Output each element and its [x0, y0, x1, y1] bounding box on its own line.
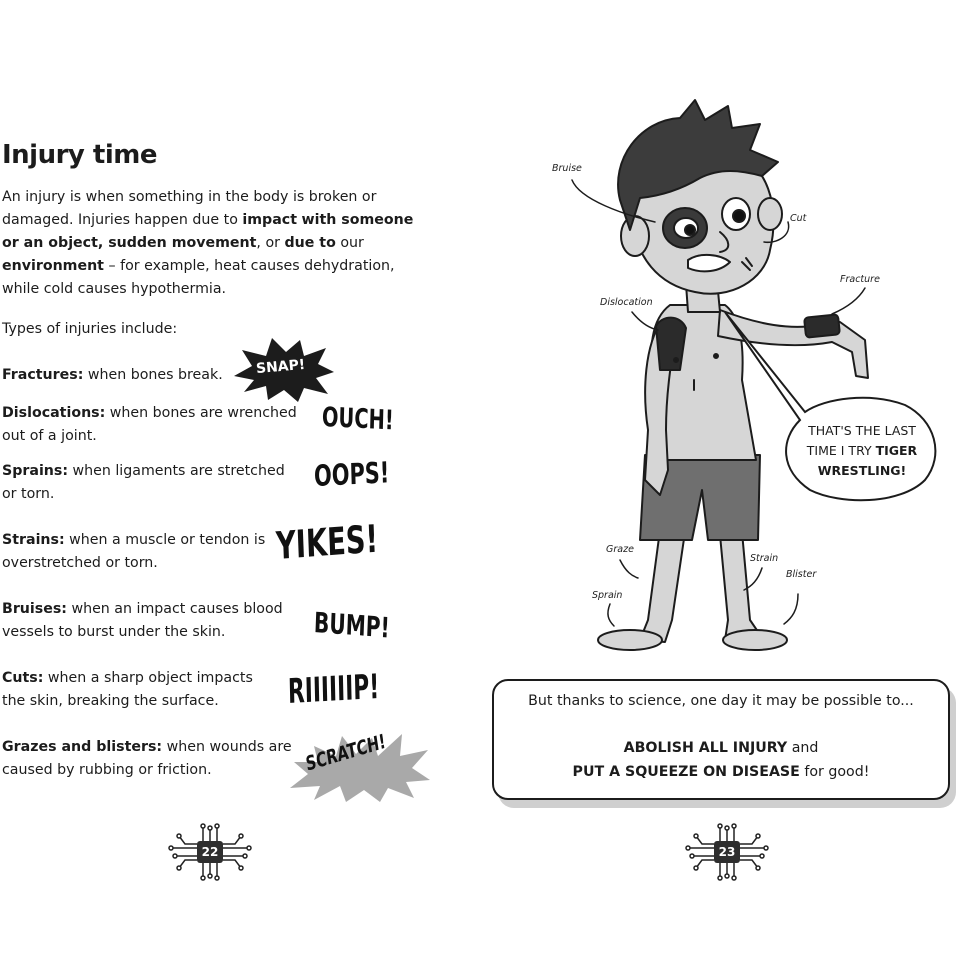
- left-foot: [598, 630, 662, 650]
- speech-bubble-text: THAT'S THE LAST TIME I TRY TIGER WRESTLING!: [806, 423, 918, 478]
- sfx-ouch: OUCH!: [321, 402, 395, 437]
- label-dislocation: Dislocation: [600, 297, 653, 308]
- arrow-blister: [784, 594, 798, 624]
- page-title: Injury time: [2, 140, 157, 170]
- callout-intro: But thanks to science, one day it may be possible to...: [528, 693, 914, 709]
- left-leg: [640, 530, 685, 642]
- sfx-yikes: YIKES!: [275, 516, 379, 568]
- types-heading: Types of injuries include:: [2, 321, 178, 337]
- right-page: [480, 0, 960, 960]
- injury-grazes-blisters: Grazes and blisters: when wounds are caused by rubbing or friction.: [2, 739, 292, 778]
- page-number-22: [165, 822, 255, 882]
- injury-fractures: Fractures: when bones break.: [2, 367, 223, 383]
- sfx-bump: BUMP!: [313, 606, 391, 645]
- shoulder-brace: [656, 318, 686, 370]
- page-number-23: [682, 822, 772, 882]
- page-number-text: 23: [714, 841, 740, 863]
- label-sprain: Sprain: [592, 590, 623, 601]
- sfx-rip: RIIIIIIP!: [287, 667, 380, 712]
- arrow-fracture: [832, 288, 865, 314]
- injury-sprains: Sprains: when ligaments are stretched or torn.: [2, 463, 285, 502]
- wrist-brace: [804, 314, 840, 337]
- label-graze: Graze: [606, 544, 634, 555]
- injury-strains: Strains: when a muscle or tendon is overstretched or torn.: [2, 532, 266, 571]
- science-callout-box: [492, 679, 950, 800]
- injury-cuts: Cuts: when a sharp object impacts the skin, breaking the surface.: [2, 670, 253, 709]
- injured-boy-illustration: [480, 0, 960, 680]
- right-leg: [720, 532, 765, 642]
- sfx-scratch: SCRATCH!: [304, 728, 388, 776]
- label-bruise: Bruise: [552, 163, 582, 174]
- label-strain: Strain: [750, 553, 779, 564]
- sfx-oops: OOPS!: [313, 455, 390, 493]
- arrow-sprain: [608, 604, 614, 626]
- injury-bruises: Bruises: when an impact causes blood vessels to burst under the skin.: [2, 601, 283, 640]
- page-number-text: 22: [197, 841, 223, 863]
- label-fracture: Fracture: [840, 274, 880, 285]
- intro-paragraph: An injury is when something in the body is broken or damaged. Injuries happen due to impact with someone or an object, sudden movement, or due to our environment – for example, heat causes dehydration, while cold causes hypothermia.: [2, 189, 414, 297]
- right-foot: [723, 630, 787, 650]
- arrow-graze: [620, 560, 638, 578]
- callout-statement: ABOLISH ALL INJURY and PUT A SQUEEZE ON DISEASE for good!: [572, 740, 870, 780]
- label-cut: Cut: [790, 213, 807, 224]
- injury-dislocations: Dislocations: when bones are wrenched out of a joint.: [2, 405, 297, 444]
- label-blister: Blister: [786, 569, 817, 580]
- sfx-snap: SNAP!: [255, 356, 306, 378]
